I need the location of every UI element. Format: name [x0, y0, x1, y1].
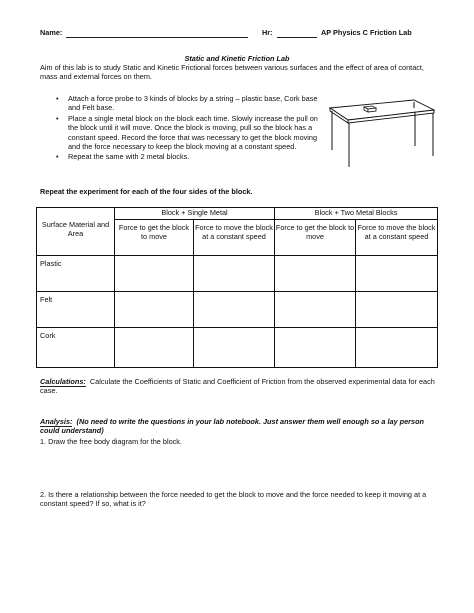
table-row — [37, 328, 438, 368]
surface-material-header: Surface Material and Area — [37, 208, 115, 256]
procedure-text: Repeat the same with 2 metal blocks. — [68, 152, 190, 162]
table-row — [37, 256, 438, 292]
procedure-item — [55, 152, 325, 161]
data-cell[interactable] — [115, 256, 194, 292]
row-label-felt: Felt — [37, 292, 115, 328]
data-cell[interactable] — [115, 292, 194, 328]
question-1: 1. Draw the free body diagram for the block. — [40, 437, 182, 446]
table-row — [37, 292, 438, 328]
calculations-text: Calculate the Coefficients of Static and Coefficient of Friction from the observed experimental data for each case. — [40, 377, 435, 396]
repeat-instruction: Repeat the experiment for each of the four sides of the block. — [40, 187, 253, 196]
table-with-block-illustration — [318, 92, 438, 172]
analysis-note: (No need to write the questions in your lab notebook. Just answer them well enough so a lay person could understand) — [40, 417, 424, 436]
data-cell[interactable] — [194, 292, 275, 328]
header-force-constant-speed: Force to move the block at a constant speed — [194, 220, 275, 256]
analysis-label: Analysis: — [40, 417, 73, 426]
data-cell[interactable] — [275, 328, 356, 368]
hour-label: Hr: — [262, 28, 273, 37]
table-group-header-row — [37, 208, 438, 220]
row-label-cork: Cork — [37, 328, 115, 368]
bullet-icon: • — [56, 113, 59, 123]
header-force-to-move: Force to get the block to move — [115, 220, 194, 256]
course-title: AP Physics C Friction Lab — [321, 28, 412, 37]
aim-paragraph: Aim of this lab is to study Static and Kinetic Frictional forces between various surfaces and the effect of area of contact, mass and external forces on them. — [40, 63, 424, 82]
data-cell[interactable] — [356, 328, 438, 368]
procedure-item — [55, 114, 325, 152]
name-blank-line — [66, 37, 248, 38]
header-force-to-move: Force to get the block to move — [275, 220, 356, 256]
data-cell[interactable] — [194, 256, 275, 292]
calculations-label: Calculations: — [40, 377, 86, 386]
procedure-item — [55, 94, 325, 113]
single-metal-header: Block + Single Metal — [115, 208, 275, 220]
bullet-icon: • — [56, 152, 59, 162]
header-force-constant-speed: Force to move the block at a constant speed — [356, 220, 438, 256]
name-label: Name: — [40, 28, 63, 37]
procedure-text: Attach a force probe to 3 kinds of blocks by a string – plastic base, Cork base and Felt base. — [68, 94, 318, 113]
analysis-section — [40, 417, 440, 436]
data-cell[interactable] — [275, 256, 356, 292]
bullet-icon: • — [56, 94, 59, 103]
hour-blank-line — [277, 37, 317, 38]
block-icon — [364, 106, 376, 112]
row-label-plastic: Plastic — [37, 256, 115, 292]
procedure-list — [55, 94, 325, 162]
calculations-section — [40, 377, 440, 396]
data-cell[interactable] — [356, 256, 438, 292]
data-cell[interactable] — [275, 292, 356, 328]
data-cell[interactable] — [356, 292, 438, 328]
two-metal-header: Block + Two Metal Blocks — [275, 208, 438, 220]
data-table — [36, 207, 438, 368]
data-cell[interactable] — [115, 328, 194, 368]
question-2: 2. Is there a relationship between the force needed to get the block to move and the force needed to keep it moving at a constant speed? If so, what is it? — [40, 490, 427, 509]
lab-title: Static and Kinetic Friction Lab — [184, 54, 290, 63]
procedure-text: Place a single metal block on the block each time. Slowly increase the pull on the block until it will move. Once the block is moving, pull so the block has a constant speed. Record the force that was necessary to get the block moving and the force necessary to keep the block moving at a constant speed. — [68, 113, 318, 152]
data-cell[interactable] — [194, 328, 275, 368]
